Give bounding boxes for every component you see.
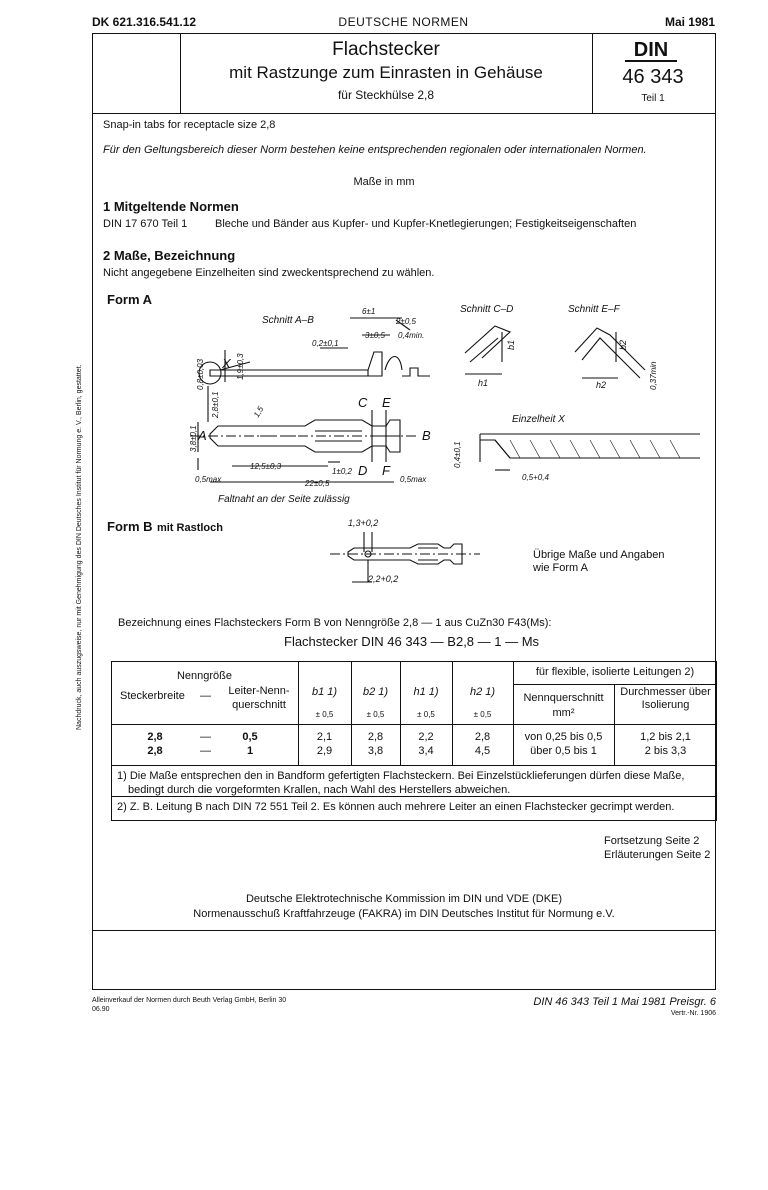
header-divider: [92, 113, 716, 114]
title-line-1: Flachstecker: [332, 39, 440, 60]
dim-22-b: 2,2+0,2: [368, 574, 399, 584]
dim-04: 0,4±0,1: [453, 441, 462, 468]
row1-dash: —: [200, 731, 211, 743]
dim-125: 12,5±0,3: [250, 462, 282, 471]
dim-037: 0,37min: [649, 361, 658, 390]
dim-05: 0,5+0,4: [522, 473, 549, 482]
row1-quer: 0,5: [242, 731, 258, 743]
din-logo: DIN: [625, 40, 677, 62]
dim-15: 1,5: [251, 404, 266, 419]
th-nenngroesse: Nenngröße: [176, 670, 233, 682]
dim-05max-left: 0,5max: [195, 475, 222, 484]
form-b-drawing: [320, 512, 520, 592]
dim-02: 0,2±0,1: [312, 339, 339, 348]
tab-side-profile: [210, 370, 368, 376]
dim-28: 2,8±0,1: [211, 391, 220, 418]
designation-example: Flachstecker DIN 46 343 — B2,8 — 1 — Ms: [284, 634, 540, 649]
series-title: DEUTSCHE NORMEN: [338, 15, 469, 29]
label-d: D: [358, 463, 368, 478]
th-b1: b1 1): [311, 686, 338, 698]
dim-08: 0,8±0,03: [196, 358, 205, 390]
section-1-heading: 1 Mitgeltende Normen: [103, 199, 239, 214]
label-b: B: [422, 428, 431, 443]
label-b2: b2: [618, 339, 628, 350]
dim-19: 1,9±0,3: [236, 353, 245, 380]
label-f: F: [382, 463, 390, 478]
label-c: C: [358, 395, 368, 410]
th-h2: h2 1): [469, 686, 496, 698]
form-b-note-1: Übrige Maße und Angaben: [533, 549, 665, 561]
row1-h2: 2,8: [474, 731, 491, 743]
section-2-text: Nicht angegebene Einzelheiten sind zweckentsprechend zu wählen.: [103, 267, 435, 279]
th-durchmesser-2: Isolierung: [641, 699, 690, 711]
dk-number: DK 621.316.541.12: [92, 15, 197, 29]
english-title: Snap-in tabs for receptacle size 2,8: [103, 119, 276, 131]
din-part: Teil 1: [641, 93, 665, 104]
dim-05max-right: 0,5max: [400, 475, 427, 484]
label-b1: b1: [506, 339, 516, 350]
form-b-note-2: wie Form A: [533, 562, 589, 574]
th-flexible: für flexible, isolierte Leitungen 2): [535, 666, 695, 678]
form-a-label: Form A: [107, 292, 153, 307]
tol-b1: ± 0,5: [315, 710, 334, 719]
schnitt-ab-label: Schnitt A–B: [262, 315, 314, 326]
th-steckerbreite: Steckerbreite: [120, 690, 185, 702]
section-2-heading: 2 Maße, Bezeichnung: [103, 248, 236, 263]
title-line-3: für Steckhülse 2,8: [337, 88, 435, 102]
row2-breite: 2,8: [147, 745, 163, 757]
form-a-drawing: [100, 290, 716, 515]
dim-1: 1±0,2: [332, 467, 352, 476]
header-right-divider: [592, 33, 593, 113]
tol-h1: ± 0,5: [417, 710, 435, 719]
continuation-2: Erläuterungen Seite 2: [604, 849, 711, 861]
tol-b2: ± 0,5: [366, 710, 385, 719]
publisher-note: Alleinverkauf der Normen durch Beuth Verlag GmbH, Berlin 30: [92, 997, 287, 1004]
th-nennquerschnitt: Nennquerschnitt: [523, 692, 604, 704]
row2-h2: 4,5: [474, 745, 491, 757]
einzelheit-x-label: Einzelheit X: [512, 414, 565, 425]
row2-h1: 3,4: [418, 745, 434, 757]
bottom-vertr: Vertr.-Nr. 1906: [670, 1010, 716, 1017]
row2-quer: 1: [246, 745, 254, 757]
row2-b2: 3,8: [367, 745, 384, 757]
row2-dash: —: [200, 745, 211, 757]
th-mm2: mm²: [552, 707, 575, 719]
row1-h1: 2,2: [418, 731, 434, 743]
dim-6: 6±1: [362, 307, 376, 316]
th-leiter-2: querschnitt: [232, 699, 286, 711]
label-a: A: [198, 428, 207, 443]
row1-b1: 2,1: [316, 731, 333, 743]
row1-nennq: von 0,25 bis 0,5: [524, 731, 603, 743]
row1-breite: 2,8: [147, 731, 163, 743]
th-b2: b2 1): [362, 686, 389, 698]
title-line-2: mit Rastzunge zum Einrasten in Gehäuse: [229, 63, 543, 82]
label-h2: h2: [596, 380, 607, 390]
dim-22: 22±0,5: [305, 479, 330, 488]
dim-38: 3,8±0,1: [189, 425, 198, 452]
fold-seam-note: Faltnaht an der Seite zulässig: [218, 494, 350, 505]
footnote-1b: bedingt durch die vorgeformten Krallen, nach Wahl des Herstellers abweichen.: [128, 784, 511, 796]
bottom-reference: DIN 46 343 Teil 1 Mai 1981 Preisgr. 6: [533, 996, 716, 1008]
label-e: E: [382, 395, 391, 410]
th-h1: h1 1): [413, 686, 439, 698]
units-note: Maße in mm: [353, 176, 415, 188]
committee-1: Deutsche Elektrotechnische Kommission im DIN und VDE (DKE): [245, 893, 563, 905]
section-1-text: Bleche und Bänder aus Kupfer- und Kupfer-Knetlegierungen; Festigkeitseigenschaften: [215, 218, 637, 230]
schnitt-cd-label: Schnitt C–D: [460, 304, 514, 315]
footer-divider: [92, 930, 716, 931]
designation-intro: Bezeichnung eines Flachsteckers Form B von Nenngröße 2,8 — 1 aus CuZn30 F43(Ms):: [118, 617, 552, 629]
label-x: X: [222, 356, 231, 371]
row2-nennq: über 0,5 bis 1: [530, 745, 597, 757]
th-durchmesser-1: Durchmesser über: [620, 686, 711, 698]
row1-b2: 2,8: [367, 731, 384, 743]
copyright-side-note: Nachdruck, auch auszugsweise, nur mit Genehmigung des DIN Deutsches Institut für Normung e. V., Berlin, gestattet.: [76, 364, 83, 730]
committee-2: Normenausschuß Kraftfahrzeuge (FAKRA) im DIN Deutsches Institut für Normung e.V.: [193, 908, 615, 920]
label-h1: h1: [478, 378, 489, 388]
tol-h2: ± 0,5: [473, 710, 492, 719]
row1-durchmesser: 1,2 bis 2,1: [640, 731, 691, 743]
row2-b1: 2,9: [316, 745, 333, 757]
publisher-date: 06.90: [92, 1006, 110, 1013]
dim-04min: 0,4min.: [398, 331, 425, 340]
footnote-1a: 1) Die Maße entsprechen den in Bandform gefertigten Flachsteckern. Bei Einzelstücklieferungen dürfen diese Maße,: [117, 770, 685, 782]
dim-13: 1,3+0,2: [348, 518, 379, 528]
scope-note: Für den Geltungsbereich dieser Norm bestehen keine entsprechenden regionalen oder internationalen Normen.: [103, 144, 647, 156]
top-bar: [92, 15, 715, 33]
din-number: 46 343: [622, 66, 684, 88]
section-1-ref: DIN 17 670 Teil 1: [103, 218, 188, 230]
continuation-1: Fortsetzung Seite 2: [604, 835, 700, 847]
th-leiter-1: Leiter-Nenn-: [228, 685, 290, 697]
schnitt-ef-label: Schnitt E–F: [568, 304, 620, 315]
issue-date: Mai 1981: [664, 15, 715, 29]
footnote-2: 2) Z. B. Leitung B nach DIN 72 551 Teil 2. Es können auch mehrere Leiter an einen Flachstecker gecrimpt werden.: [117, 801, 675, 813]
th-dash: —: [200, 690, 211, 702]
dim-3: 3±0,5: [365, 331, 385, 340]
form-b-label: Form B mit Rastloch: [107, 519, 223, 534]
row2-durchmesser: 2 bis 3,3: [644, 745, 687, 757]
dim-2: 2±0,5: [396, 317, 416, 326]
